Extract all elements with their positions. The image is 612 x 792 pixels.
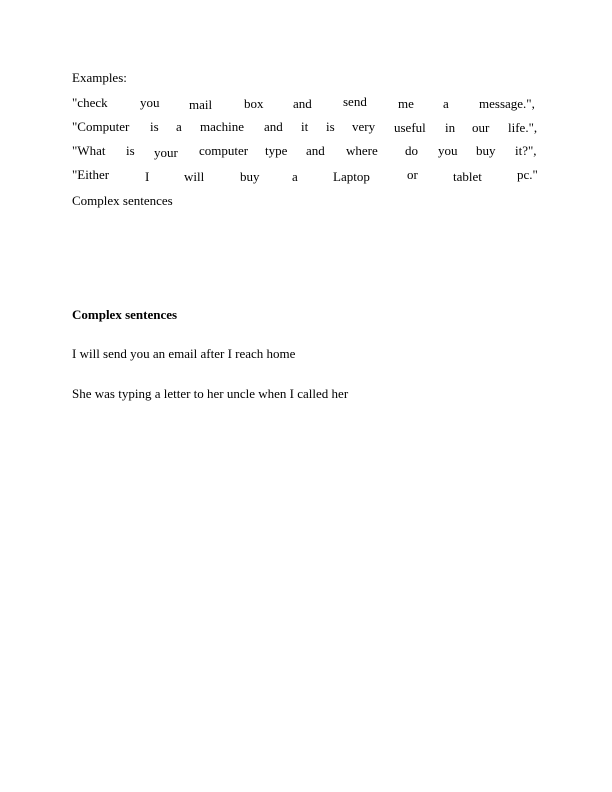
- word: box: [244, 96, 264, 111]
- word: message.",: [479, 96, 535, 111]
- word: I: [145, 169, 150, 184]
- word: or: [407, 167, 418, 182]
- complex-sentences-label: Complex sentences: [72, 193, 173, 208]
- word: a: [292, 169, 298, 184]
- word: computer: [199, 143, 249, 158]
- word: buy: [240, 169, 260, 184]
- word: you: [140, 95, 160, 110]
- word: very: [352, 119, 376, 134]
- examples-label: Examples:: [72, 70, 127, 85]
- word: machine: [200, 119, 245, 134]
- word: is: [126, 143, 135, 158]
- word: and: [306, 143, 325, 158]
- word: it: [301, 119, 309, 134]
- word: is: [150, 119, 159, 134]
- word: "Either: [72, 167, 110, 182]
- word: is: [326, 119, 335, 134]
- word: you: [438, 143, 458, 158]
- word: it?",: [515, 143, 537, 158]
- word: where: [346, 143, 378, 158]
- word: tablet: [453, 169, 482, 184]
- sentence: I will send you an email after I reach home: [72, 346, 296, 361]
- word: send: [343, 94, 367, 109]
- word: "check: [72, 95, 108, 110]
- word: your: [154, 145, 178, 160]
- word: a: [443, 96, 449, 111]
- word: life.",: [508, 120, 538, 135]
- word: me: [398, 96, 414, 111]
- word: a: [176, 119, 182, 134]
- word: will: [184, 169, 205, 184]
- word: "What: [72, 143, 106, 158]
- word: Laptop: [333, 169, 370, 184]
- word: mail: [189, 97, 213, 112]
- word: our: [472, 120, 490, 135]
- word: in: [445, 120, 456, 135]
- word: useful: [394, 120, 426, 135]
- word: do: [405, 143, 418, 158]
- word: pc.": [517, 167, 538, 182]
- word: and: [264, 119, 283, 134]
- word: and: [293, 96, 312, 111]
- word: buy: [476, 143, 496, 158]
- word: type: [265, 143, 288, 158]
- sentence: She was typing a letter to her uncle when I called her: [72, 386, 349, 401]
- word: "Computer: [72, 119, 130, 134]
- section-heading: Complex sentences: [72, 307, 178, 322]
